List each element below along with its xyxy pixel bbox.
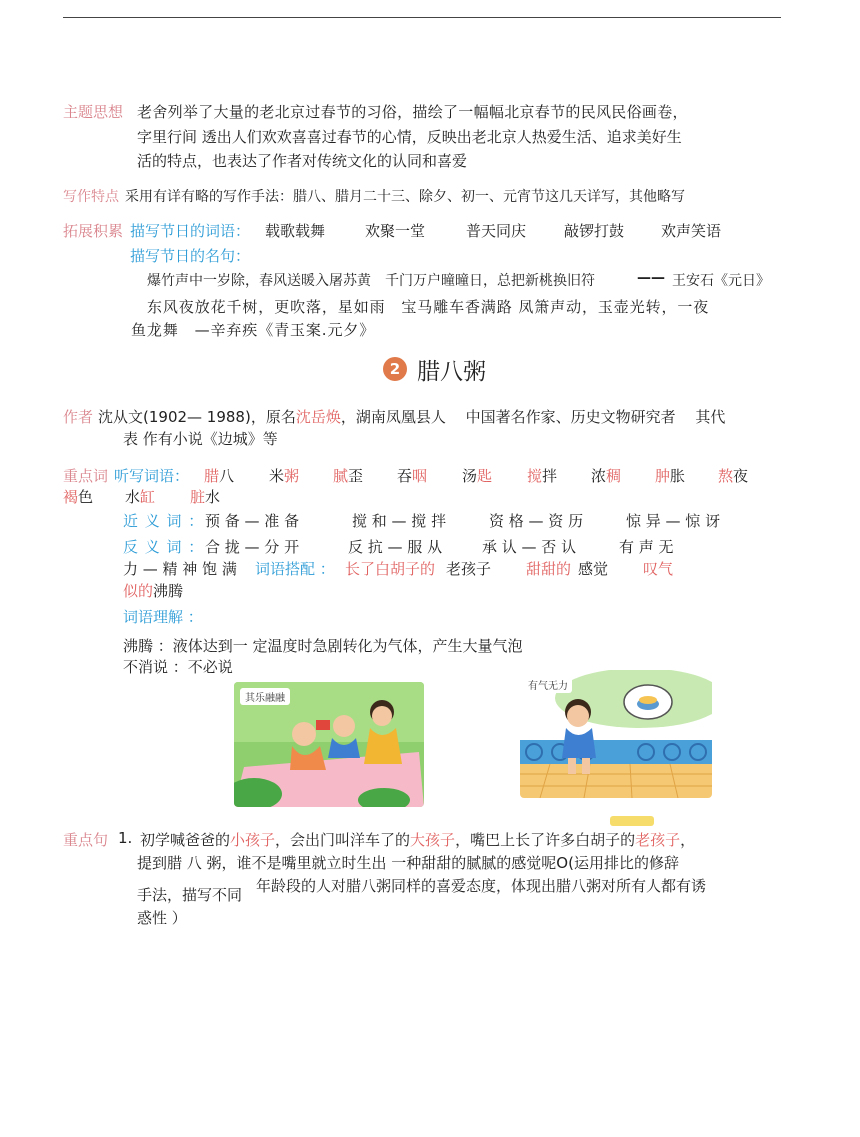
dictation-word-char: 水 <box>205 488 221 506</box>
synonym-pair: 预 备 — 准 备 <box>205 512 300 530</box>
synonym-pair: 搅 和 — 搅 拌 <box>352 512 447 530</box>
top-rule <box>63 17 781 18</box>
collocation-1-rest: 老孩子 <box>446 560 492 578</box>
dictation-word <box>462 465 492 486</box>
definition-2: 不消说 ：不必说 <box>123 658 233 676</box>
dictation-word <box>269 465 299 486</box>
collocation-3-rest: 沸腾 <box>153 582 184 600</box>
dictation-word <box>397 465 427 486</box>
author-post: ，湖南凤凰县人 中国著名作家、历史文物研究者 其代 <box>340 408 726 426</box>
theme-label: 主题思想 <box>63 103 124 121</box>
highlight-mark <box>610 816 654 826</box>
dictation-word-char: 色 <box>78 488 94 506</box>
collocation-2-rest: 感觉 <box>578 560 609 578</box>
collocation-3-red: 叹气 <box>643 560 674 578</box>
dictation-word <box>655 465 685 486</box>
author-original-name: 沈岳焕 <box>295 408 341 426</box>
dictation-word-red-char: 肿 <box>655 467 671 485</box>
synonym-pair: 惊 异 — 惊 讶 <box>626 512 721 530</box>
sentence-1-line-1 <box>140 829 695 850</box>
author-line-2: 表 作有小说《边城》等 <box>123 430 278 448</box>
dictation-word <box>527 465 557 486</box>
illustration-family-happy <box>234 682 424 807</box>
dictation-word-char: 米 <box>269 467 285 485</box>
dictation-word <box>333 465 363 486</box>
collocation-3-line-2 <box>123 580 183 601</box>
collocation-3-red-2: 似的 <box>123 582 154 600</box>
s1-red-old-child: 老孩子 <box>635 831 681 849</box>
extend-label: 拓展积累 <box>63 222 124 240</box>
understanding-label: 词语理解 ： <box>123 608 203 626</box>
synonym-pair: 资 格 — 资 历 <box>489 512 584 530</box>
antonym-pair: 反 抗 — 服 从 <box>348 538 443 556</box>
quote-2-line-2: 鱼龙舞 —辛弃疾《青玉案.元夕》 <box>131 321 376 339</box>
collocation-2-red: 甜甜的 <box>526 560 572 578</box>
festival-word: 欢声笑语 <box>661 222 722 240</box>
dictation-word-red-char: 粥 <box>284 467 300 485</box>
dictation-word-char: 八 <box>219 467 235 485</box>
sentence-number: 1. <box>118 829 133 847</box>
festival-word: 欢聚一堂 <box>365 222 426 240</box>
dictation-word-red-char: 腊 <box>204 467 220 485</box>
antonym-pair: 承 认 — 否 认 <box>482 538 577 556</box>
festival-word: 敲锣打鼓 <box>564 222 625 240</box>
festival-words-label: 描写节日的词语： <box>130 222 251 240</box>
dictation-word <box>591 465 621 486</box>
dictation-word <box>125 486 155 507</box>
synonym-label: 近 义 词 ： <box>123 512 205 530</box>
sentence-1-line-3a: 手法，描写不同 <box>137 886 243 904</box>
section-number-badge: 2 <box>383 357 407 381</box>
dictation-word-red-char: 脏 <box>190 488 206 506</box>
antonym-label: 反 义 词 ： <box>123 538 205 556</box>
s1-part: ，嘴巴上长了许多白胡子的 <box>455 831 636 849</box>
sentence-1-line-4: 惑性 ） <box>137 909 187 927</box>
dictation-label: 听写词语： <box>114 467 190 485</box>
dictation-word <box>718 465 748 486</box>
dictation-word-char: 歪 <box>348 467 364 485</box>
dictation-word-char: 夜 <box>733 467 749 485</box>
theme-line-1: 老舍列举了大量的老北京过春节的习俗，描绘了一幅幅北京春节的民风民俗画卷， <box>137 103 688 121</box>
dictation-word-red-char: 缸 <box>140 488 156 506</box>
dictation-word-red-char: 稠 <box>606 467 622 485</box>
dictation-word-char: 水 <box>125 488 141 506</box>
writing-text: 采用有详有略的写作手法：腊八、腊月二十三、除夕、初一、元宵节这几天详写，其他略写 <box>125 189 685 205</box>
festival-quotes-label: 描写节日的名句： <box>130 247 251 265</box>
s1-red-small-child: 小孩子 <box>230 831 276 849</box>
dictation-word-red-char: 匙 <box>477 467 493 485</box>
left-image-caption: 其乐融融 <box>240 688 290 705</box>
collocation-1-red: 长了白胡子的 <box>345 560 436 578</box>
keywords-label: 重点词 <box>63 467 109 485</box>
quote-1: 爆竹声中一岁除，春风送暖入屠苏黄 千门万户曈曈日，总把新桃换旧符 <box>147 273 595 289</box>
author-line-1 <box>98 406 725 427</box>
quote-1-dash: —— <box>637 270 665 286</box>
dictation-word-char: 胀 <box>670 467 686 485</box>
dictation-word <box>190 486 220 507</box>
dictation-word-red-char: 腻 <box>333 467 349 485</box>
dictation-word <box>63 486 93 507</box>
dictation-word-red-char: 搅 <box>527 467 543 485</box>
sentence-1-line-2: 提到腊 八 粥，谁不是嘴里就立时生出 一种甜甜的腻腻的感觉呢O(运用排比的修辞 <box>137 854 679 872</box>
dictation-word <box>204 465 234 486</box>
section-title: 腊八粥 <box>417 359 486 385</box>
dictation-word-char: 拌 <box>542 467 558 485</box>
dictation-word-char: 汤 <box>462 467 478 485</box>
author-pre: 沈从文(1902— 1988)，原名 <box>98 408 296 426</box>
dictation-word-red-char: 熬 <box>718 467 734 485</box>
dictation-word-char: 浓 <box>591 467 607 485</box>
s1-part: 初学喊爸爸的 <box>140 831 231 849</box>
right-image-caption: 有气无力 <box>524 676 572 693</box>
dictation-word-red-char: 咽 <box>412 467 428 485</box>
festival-word: 载歌载舞 <box>265 222 326 240</box>
festival-word: 普天同庆 <box>466 222 527 240</box>
s1-part: ， <box>680 831 696 849</box>
sentences-label: 重点句 <box>63 831 109 849</box>
author-label: 作者 <box>63 408 94 426</box>
s1-red-big-child: 大孩子 <box>410 831 456 849</box>
illustration-tired-boy <box>520 670 712 798</box>
antonym-pair: 有 声 无 <box>619 538 674 556</box>
collocation-label: 词语搭配 ： <box>255 560 335 578</box>
theme-line-2: 字里行间 透出人们欢欢喜喜过春节的心情，反映出老北京人热爱生活、追求美好生 <box>137 128 682 146</box>
s1-part: ，会出门叫洋车了的 <box>275 831 411 849</box>
definition-1: 沸腾 ：液体达到一 定温度时急剧转化为气体，产生大量气泡 <box>123 637 523 655</box>
writing-label: 写作特点 <box>63 189 119 205</box>
antonym-pair: 合 拢 — 分 开 <box>205 538 300 556</box>
antonym-continued: 力 — 精 神 饱 满 <box>123 560 237 578</box>
dictation-word-red-char: 褐 <box>63 488 79 506</box>
quote-2-line-1: 东风夜放花千树，更吹落，星如雨 宝马雕车香满路 凤箫声动，玉壶光转，一夜 <box>147 298 710 316</box>
sentence-1-line-3b: 年龄段的人对腊八粥同样的喜爱态度，体现出腊八粥对所有人都有诱 <box>256 877 707 895</box>
dictation-word-char: 吞 <box>397 467 413 485</box>
theme-line-3: 活的特点，也表达了作者对传统文化的认同和喜爱 <box>137 152 468 170</box>
quote-1-source: 王安石《元日》 <box>672 273 770 289</box>
